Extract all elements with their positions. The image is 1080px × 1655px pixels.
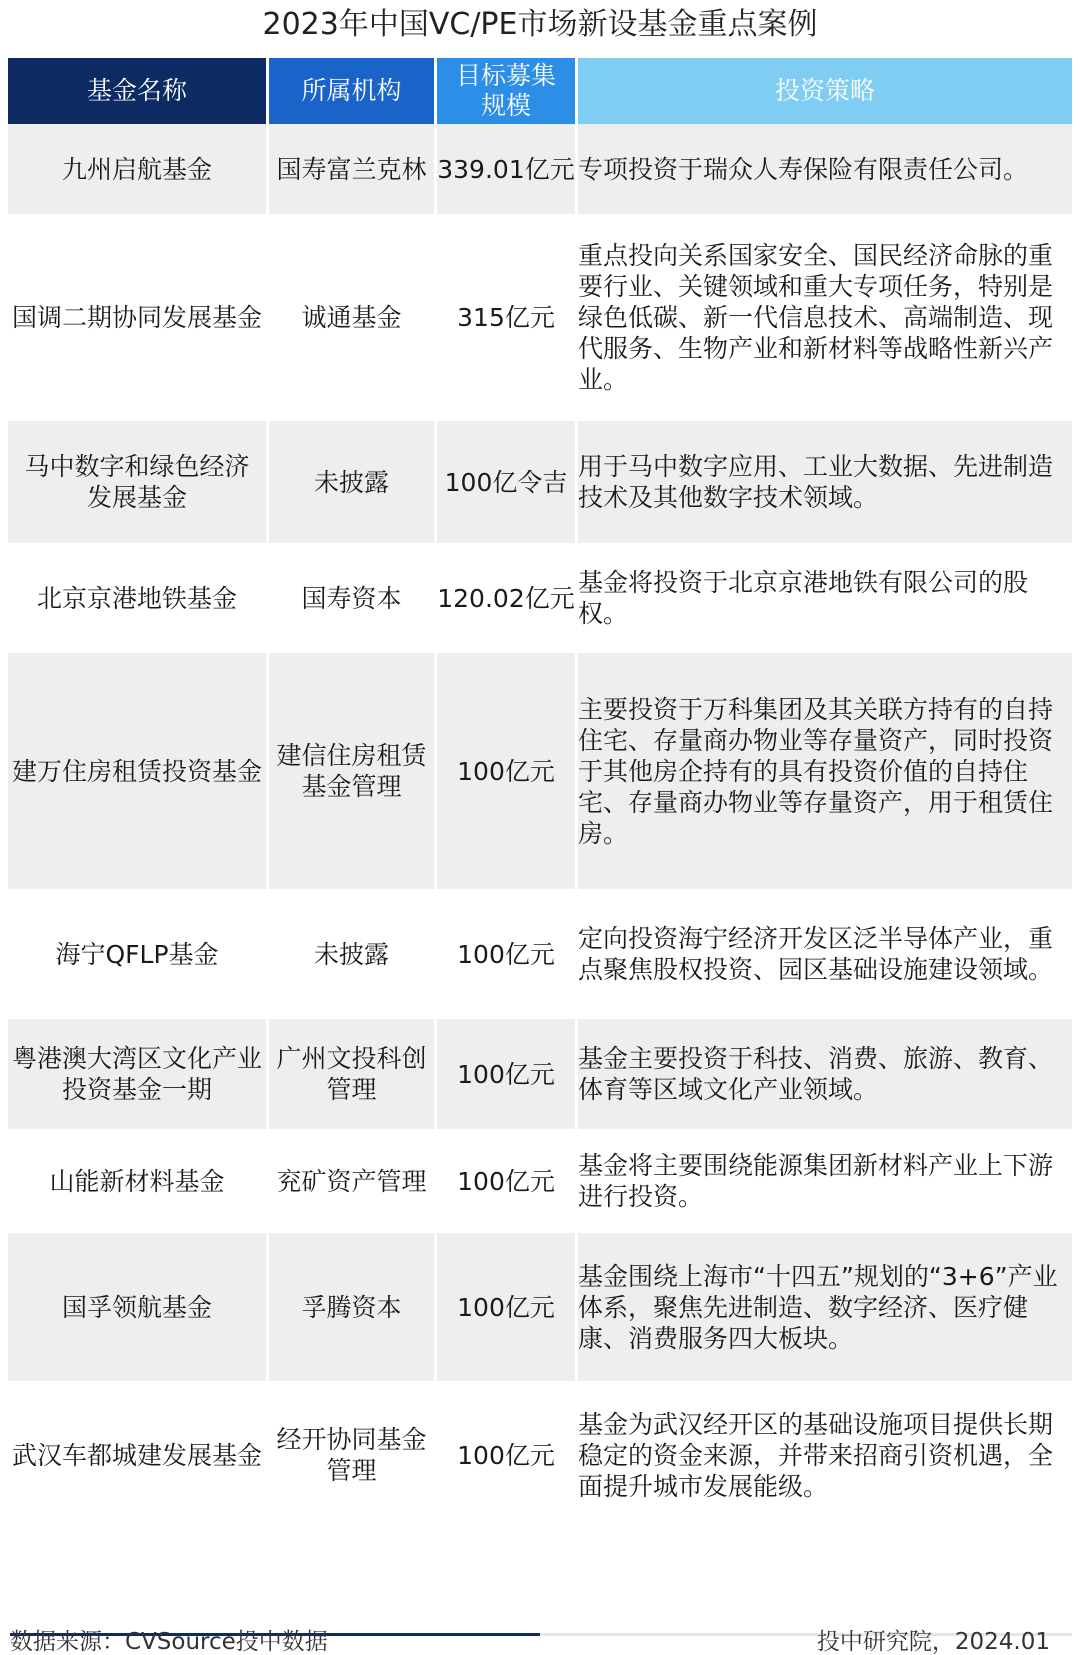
table-row (8, 653, 1072, 889)
header-strategy: 投资策略 (578, 58, 1072, 124)
organization-cell: 未披露 (269, 889, 434, 1019)
table-row (8, 421, 1072, 543)
target-size-cell: 100亿元 (437, 1019, 575, 1129)
strategy-cell: 基金主要投资于科技、消费、旅游、教育、体育等区域文化产业领域。 (578, 1019, 1072, 1129)
fund-name-cell: 国调二期协同发展基金 (8, 214, 266, 421)
target-size-cell: 100亿令吉 (437, 421, 575, 543)
data-source-note: 数据来源：CVSource投中数据 (10, 1629, 328, 1655)
table-row (8, 543, 1072, 653)
table-row (8, 1233, 1072, 1381)
target-size-cell: 315亿元 (437, 214, 575, 421)
organization-text: 建信住房租赁基金管理 (276, 741, 427, 801)
organization-cell: 国寿资本 (269, 543, 434, 653)
organization-text: 经开协同基金管理 (276, 1425, 427, 1485)
table-row (8, 1381, 1072, 1529)
fund-name-cell (8, 421, 266, 543)
target-size-cell: 100亿元 (437, 1129, 575, 1233)
target-size-cell: 100亿元 (437, 1233, 575, 1381)
organization-cell: 未披露 (269, 421, 434, 543)
organization-cell: 孚腾资本 (269, 1233, 434, 1381)
fund-name-cell: 海宁QFLP基金 (8, 889, 266, 1019)
organization-cell: 诚通基金 (269, 214, 434, 421)
strategy-cell: 主要投资于万科集团及其关联方持有的自持住宅、存量商办物业等存量资产，同时投资于其他房企持有的具有投资价值的自持住宅、存量商办物业等存量资产，用于租赁住房。 (578, 653, 1072, 889)
target-size-cell: 100亿元 (437, 653, 575, 889)
fund-name-cell: 山能新材料基金 (8, 1129, 266, 1233)
target-size-cell: 100亿元 (437, 889, 575, 1019)
fund-name-cell (8, 1019, 266, 1129)
organization-cell (269, 1381, 434, 1529)
page-title: 2023年中国VC/PE市场新设基金重点案例 (262, 7, 818, 42)
fund-name-cell: 九州启航基金 (8, 124, 266, 214)
organization-cell (269, 653, 434, 889)
fund-name-cell: 建万住房租赁投资基金 (8, 653, 266, 889)
fund-name-cell: 国孚领航基金 (8, 1233, 266, 1381)
target-size-cell: 100亿元 (437, 1381, 575, 1529)
strategy-cell: 基金将主要围绕能源集团新材料产业上下游进行投资。 (578, 1129, 1072, 1233)
fund-name-text: 马中数字和绿色经济发展基金 (24, 452, 250, 512)
fund-name-text: 粤港澳大湾区文化产业投资基金一期 (11, 1044, 262, 1104)
table-row (8, 214, 1072, 421)
fund-name-cell: 北京京港地铁基金 (8, 543, 266, 653)
table-row (8, 1019, 1072, 1129)
strategy-cell: 用于马中数字应用、工业大数据、先进制造技术及其他数字技术领域。 (578, 421, 1072, 543)
research-credit: 投中研究院，2024.01 (816, 1629, 1050, 1655)
target-size-cell: 120.02亿元 (437, 543, 575, 653)
strategy-cell: 基金为武汉经开区的基础设施项目提供长期稳定的资金来源，并带来招商引资机遇，全面提升城市发展能级。 (578, 1381, 1072, 1529)
table-row (8, 889, 1072, 1019)
header-organization: 所属机构 (269, 58, 434, 124)
fund-table (5, 58, 1075, 1529)
organization-cell: 国寿富兰克林 (269, 124, 434, 214)
strategy-cell: 基金围绕上海市“十四五”规划的“3+6”产业体系，聚焦先进制造、数字经济、医疗健康、消费服务四大板块。 (578, 1233, 1072, 1381)
fund-name-cell: 武汉车都城建发展基金 (8, 1381, 266, 1529)
organization-cell (269, 1019, 434, 1129)
target-size-cell: 339.01亿元 (437, 124, 575, 214)
organization-text: 广州文投科创管理 (276, 1044, 427, 1104)
organization-cell: 兖矿资产管理 (269, 1129, 434, 1233)
table-row (8, 124, 1072, 214)
header-target-size-label: 目标募集规模 (456, 61, 557, 120)
table-row (8, 1129, 1072, 1233)
strategy-cell: 专项投资于瑞众人寿保险有限责任公司。 (578, 124, 1072, 214)
strategy-cell: 重点投向关系国家安全、国民经济命脉的重要行业、关键领域和重大专项任务，特别是绿色低碳、新一代信息技术、高端制造、现代服务、生物产业和新材料等战略性新兴产业。 (578, 214, 1072, 421)
header-target-size (437, 58, 575, 124)
strategy-cell: 基金将投资于北京京港地铁有限公司的股权。 (578, 543, 1072, 653)
strategy-cell: 定向投资海宁经济开发区泛半导体产业，重点聚焦股权投资、园区基础设施建设领域。 (578, 889, 1072, 1019)
table-header-row (8, 58, 1072, 124)
header-fund-name: 基金名称 (8, 58, 266, 124)
